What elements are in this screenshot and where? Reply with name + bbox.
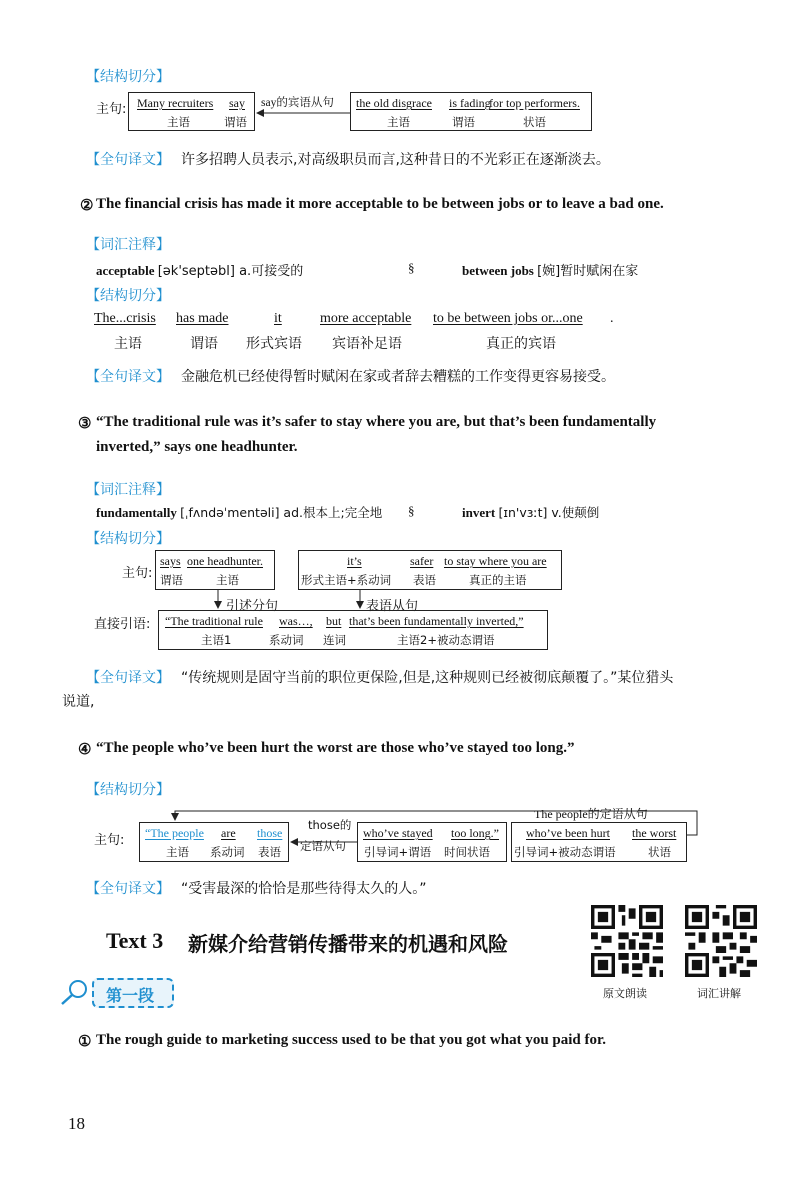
vocab-definition: [ˌfʌndəˈmentəli] ad.根本上;完全地 bbox=[180, 505, 383, 520]
s3-translation-line1: “传统规则是固守当前的职位更保险,但是,这种规则已经被彻底颠覆了。”某位猎头 bbox=[181, 670, 674, 686]
translation-tag: 【全句译文】 bbox=[86, 881, 170, 897]
s3-word: but bbox=[326, 614, 342, 628]
s4-word: too long.” bbox=[451, 826, 499, 840]
s2-seg-word: more acceptable bbox=[320, 311, 412, 326]
s4-role: 时间状语 bbox=[444, 845, 490, 859]
s3-role: 主语2+被动态谓语 bbox=[397, 633, 495, 647]
s3-sentence-line1: “The traditional rule was it’s safer to stay where you are, but that’s been fundamentally bbox=[96, 414, 657, 430]
s4-link-label: those的 bbox=[308, 818, 352, 832]
vocab-definition: [ək'septəbl] a.可接受的 bbox=[157, 264, 304, 279]
s4-role: 表语 bbox=[258, 845, 281, 859]
s1-role: 谓语 bbox=[452, 115, 475, 129]
s3-arrow2-label: 表语从句 bbox=[366, 599, 419, 614]
s2-number: ② bbox=[80, 198, 94, 214]
s4-role: 主语 bbox=[166, 845, 189, 859]
direct-quote-label: 直接引语: bbox=[94, 617, 151, 632]
qr-code-icon[interactable] bbox=[591, 905, 663, 977]
s4-role: 状语 bbox=[648, 845, 671, 859]
s3-role: 真正的主语 bbox=[469, 573, 527, 587]
s3-role: 主语1 bbox=[201, 633, 232, 647]
section-badge bbox=[92, 978, 174, 1008]
qr-label-reading: 原文朗读 bbox=[603, 987, 647, 1000]
s1-translation: 许多招聘人员表示,对高级职员而言,这种昔日的不光彩正在逐渐淡去。 bbox=[181, 152, 610, 168]
s3-role: 系动词 bbox=[269, 633, 304, 647]
s3-arrow1-label: 引述分句 bbox=[226, 599, 279, 614]
magnifier-icon bbox=[58, 978, 90, 1006]
s3-word: “The traditional rule bbox=[165, 614, 263, 628]
translation-tag: 【全句译文】 bbox=[86, 369, 170, 385]
main-clause-label: 主句: bbox=[122, 566, 153, 581]
s4-top-label: The people的定语从句 bbox=[534, 807, 648, 821]
translation-tag: 【全句译文】 bbox=[86, 670, 170, 686]
structure-tag: 【结构切分】 bbox=[86, 531, 170, 547]
s2-role: 谓语 bbox=[190, 336, 218, 352]
vocab-definition: [婉]暂时赋闲在家 bbox=[537, 264, 639, 279]
s3-number: ③ bbox=[78, 416, 92, 432]
s2-seg-word: The...crisis bbox=[94, 311, 156, 326]
s1-word: Many recruiters bbox=[137, 96, 214, 110]
s1-word: the old disgrace bbox=[356, 96, 432, 110]
s3-role: 主语 bbox=[216, 573, 239, 587]
s3-word: safer bbox=[410, 554, 434, 568]
vocab-word: between jobs bbox=[462, 263, 534, 278]
s2-translation: 金融危机已经使得暂时赋闲在家或者辞去糟糕的工作变得更容易接受。 bbox=[181, 369, 615, 385]
vocab-word: acceptable bbox=[96, 263, 155, 278]
s4-role: 系动词 bbox=[210, 845, 245, 859]
main-clause-label: 主句: bbox=[96, 102, 127, 117]
section-label: 第一段 bbox=[106, 986, 155, 1005]
text3-title: 新媒介给营销传播带来的机遇和风险 bbox=[188, 932, 508, 956]
s4-role: 引导词+谓语 bbox=[364, 845, 432, 859]
s2-seg-end: . bbox=[610, 311, 614, 326]
vocab-separator: § bbox=[408, 503, 415, 518]
s1-role: 主语 bbox=[167, 115, 190, 129]
vocab-word: fundamentally bbox=[96, 505, 177, 520]
s4-sentence: “The people who’ve been hurt the worst are those who’ve stayed too long.” bbox=[96, 740, 575, 756]
s4-word: who’ve been hurt bbox=[526, 826, 610, 840]
vocab-word: invert bbox=[462, 505, 496, 520]
text3-number-circle: ① bbox=[78, 1034, 92, 1050]
vocab-definition: [ɪn'vɜːt] v.使颠倒 bbox=[498, 505, 600, 520]
s4-bracket-left bbox=[175, 811, 530, 820]
s4-bracket-right bbox=[530, 811, 697, 835]
s3-word: was…, bbox=[279, 614, 313, 628]
s4-word: who’ve stayed bbox=[363, 826, 433, 840]
s2-seg-word: has made bbox=[176, 311, 229, 326]
s1-role: 状语 bbox=[523, 115, 546, 129]
structure-tag: 【结构切分】 bbox=[86, 288, 170, 304]
text3-sentence: The rough guide to marketing success used to be that you got what you paid for. bbox=[96, 1032, 607, 1048]
s3-word: it’s bbox=[347, 554, 362, 568]
structure-tag: 【结构切分】 bbox=[86, 69, 170, 85]
s1-word: is fading bbox=[449, 96, 491, 110]
s3-word: to stay where you are bbox=[444, 554, 547, 568]
s2-seg-word: to be between jobs or...one bbox=[433, 311, 583, 326]
s1-role: 主语 bbox=[387, 115, 410, 129]
qr-code-icon[interactable] bbox=[685, 905, 757, 977]
vocab-tag: 【词汇注释】 bbox=[86, 482, 170, 498]
s3-role: 连词 bbox=[323, 633, 346, 647]
page-number: 18 bbox=[68, 1114, 85, 1133]
s4-role: 引导词+被动态谓语 bbox=[514, 845, 616, 859]
s2-role: 形式宾语 bbox=[246, 336, 302, 352]
vocab-separator: § bbox=[408, 260, 415, 275]
s4-word: are bbox=[221, 826, 236, 840]
s2-role: 宾语补足语 bbox=[332, 336, 402, 352]
s1-link-label: say的宾语从句 bbox=[261, 97, 334, 109]
s1-role: 谓语 bbox=[224, 115, 247, 129]
s3-word: one headhunter. bbox=[187, 554, 263, 568]
s4-word: “The people bbox=[145, 826, 204, 840]
s3-sentence-line2: inverted,” says one headhunter. bbox=[96, 439, 298, 455]
s4-number: ④ bbox=[78, 742, 92, 758]
s3-word: says bbox=[160, 554, 181, 568]
s4-translation: “受害最深的恰恰是那些待得太久的人。” bbox=[181, 881, 427, 897]
s4-word: those bbox=[257, 826, 283, 840]
translation-tag: 【全句译文】 bbox=[86, 152, 170, 168]
s1-word: for top performers. bbox=[489, 96, 580, 110]
s2-role: 主语 bbox=[114, 336, 142, 352]
s3-role: 表语 bbox=[413, 573, 436, 587]
s2-sentence: The financial crisis has made it more acceptable to be between jobs or to leave a bad one. bbox=[96, 196, 664, 212]
qr-label-vocab: 词汇讲解 bbox=[697, 987, 741, 1000]
s3-role: 谓语 bbox=[160, 573, 183, 587]
s4-link-label: 定语从句 bbox=[300, 839, 346, 853]
text3-number: Text 3 bbox=[106, 928, 164, 953]
main-clause-label: 主句: bbox=[94, 833, 125, 848]
s4-word: the worst bbox=[632, 826, 677, 840]
s3-word: that’s been fundamentally inverted,” bbox=[349, 614, 524, 628]
s2-seg-word: it bbox=[274, 311, 282, 326]
vocab-tag: 【词汇注释】 bbox=[86, 237, 170, 253]
s2-role: 真正的宾语 bbox=[486, 336, 556, 352]
s1-word: say bbox=[229, 96, 245, 110]
s3-role: 形式主语+系动词 bbox=[301, 573, 392, 587]
s3-translation-line2: 说道, bbox=[62, 694, 95, 710]
structure-tag: 【结构切分】 bbox=[86, 782, 170, 798]
